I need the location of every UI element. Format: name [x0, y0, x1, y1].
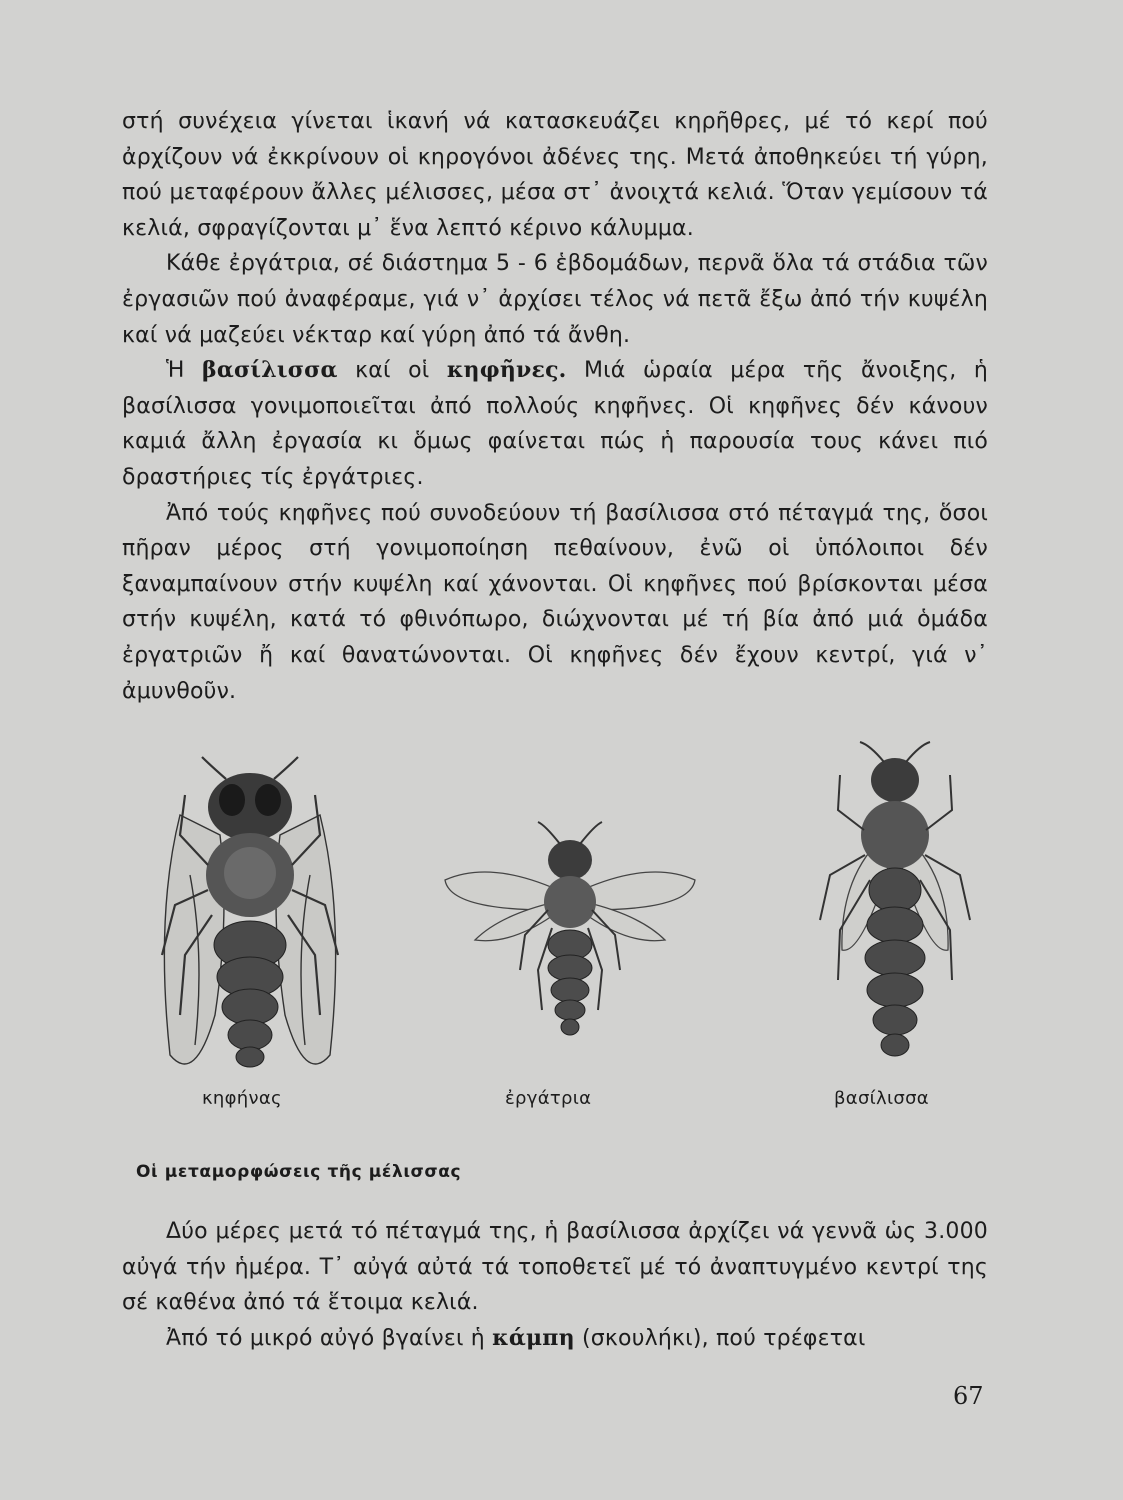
term-drones: κηφῆνες. — [446, 357, 567, 384]
paragraph-worker-stages: Κάθε ἐργάτρια, σέ διάστημα 5 - 6 ἑβδομάδων, περνᾶ ὅλα τά στάδια τῶν ἐργασιῶν πού ἀναφέραμε, γιά ν᾽ ἀρχίσει τέλος νά πετᾶ ἔξω ἀπό τήν κυψέλη καί νά μαζεύει νέκταρ καί γύρη ἀπό τά ἄνθη. — [122, 251, 988, 348]
paragraph-wax: στή συνέχεια γίνεται ἱκανή νά κατασκευάζει κηρῆθρες, μέ τό κερί πού ἀρχίζουν νά ἐκκρίνουν οἱ κηρογόνοι ἀδένες της. Μετά ἀποθηκεύει τή γύρη, πού μεταφέρουν ἄλλες μέλισσες, μέσα στ᾽ ἀνοιχτά κελιά. Ὅταν γεμίσουν τά κελιά, σφραγίζονται μ᾽ ἕνα λεπτό κέρινο κάλυμμα. — [122, 109, 988, 241]
queen-illustration — [800, 740, 990, 1070]
paragraph-queen-drones — [122, 353, 988, 495]
queen-para-pre: Ἡ — [166, 358, 203, 384]
paragraph-larva — [122, 1321, 988, 1357]
queen-para-post: Μιά ὡραία μέρα τῆς ἄνοιξης, ἡ βασίλισσα γονιμοποιεῖται ἀπό πολλούς κηφῆνες. Οἱ κηφῆνες δέν κάνουν καμιά ἄλλη ἐργασία κι ὅμως φαίνεται πώς ἡ παρουσία τους κάνει πιό δραστήριες τίς ἐργάτριες. — [122, 358, 988, 490]
caption-worker: ἐργάτρια — [505, 1088, 592, 1109]
paragraph-drones-fate: Ἀπό τούς κηφῆνες πού συνοδεύουν τή βασίλισσα στό πέταγμά της, ὅσοι πῆραν μέρος στή γονιμοποίηση πεθαίνουν, ἐνῶ οἱ ὑπόλοιποι δέν ξαναμπαίνουν στήν κυψέλη καί χάνονται. Οἱ κηφῆνες πού βρίσκονται μέσα στήν κυψέλη, κατά τό φθινόπωρο, διώχνονται μέ τή βία ἀπό μιά ὁμάδα ἐργατριῶν ἤ καί θανατώνονται. Οἱ κηφῆνες δέν ἔχουν κεντρί, γιά ν᾽ ἀμυνθοῦν. — [122, 500, 988, 704]
paragraph-eggs: Δύο μέρες μετά τό πέταγμά της, ἡ βασίλισσα ἀρχίζει νά γεννᾶ ὡς 3.000 αὐγά τήν ἡμέρα. Τ᾽ αὐγά αὐτά τά τοποθετεῖ μέ τό ἀναπτυγμένο κεντρί της σέ καθένα ἀπό τά ἕτοιμα κελιά. — [122, 1219, 988, 1316]
larva-para-pre: Ἀπό τό μικρό αὐγό βγαίνει ἡ — [166, 1325, 493, 1351]
drone-illustration — [150, 755, 350, 1085]
page-number: 67 — [953, 1382, 984, 1410]
term-larva: κάμπη — [492, 1324, 575, 1351]
text-block-bottom — [122, 1214, 988, 1356]
larva-para-post: (σκουλήκι), πού τρέφεται — [574, 1325, 866, 1351]
worker-illustration — [430, 820, 710, 1050]
caption-queen: βασίλισσα — [834, 1088, 929, 1109]
caption-drone: κηφήνας — [202, 1088, 282, 1109]
section-heading: Οἱ μεταμορφώσεις τῆς μέλισσας — [136, 1162, 462, 1182]
text-block-top — [122, 104, 988, 709]
term-queen: βασίλισσα — [202, 357, 338, 384]
queen-para-mid: καί οἱ — [337, 358, 447, 384]
